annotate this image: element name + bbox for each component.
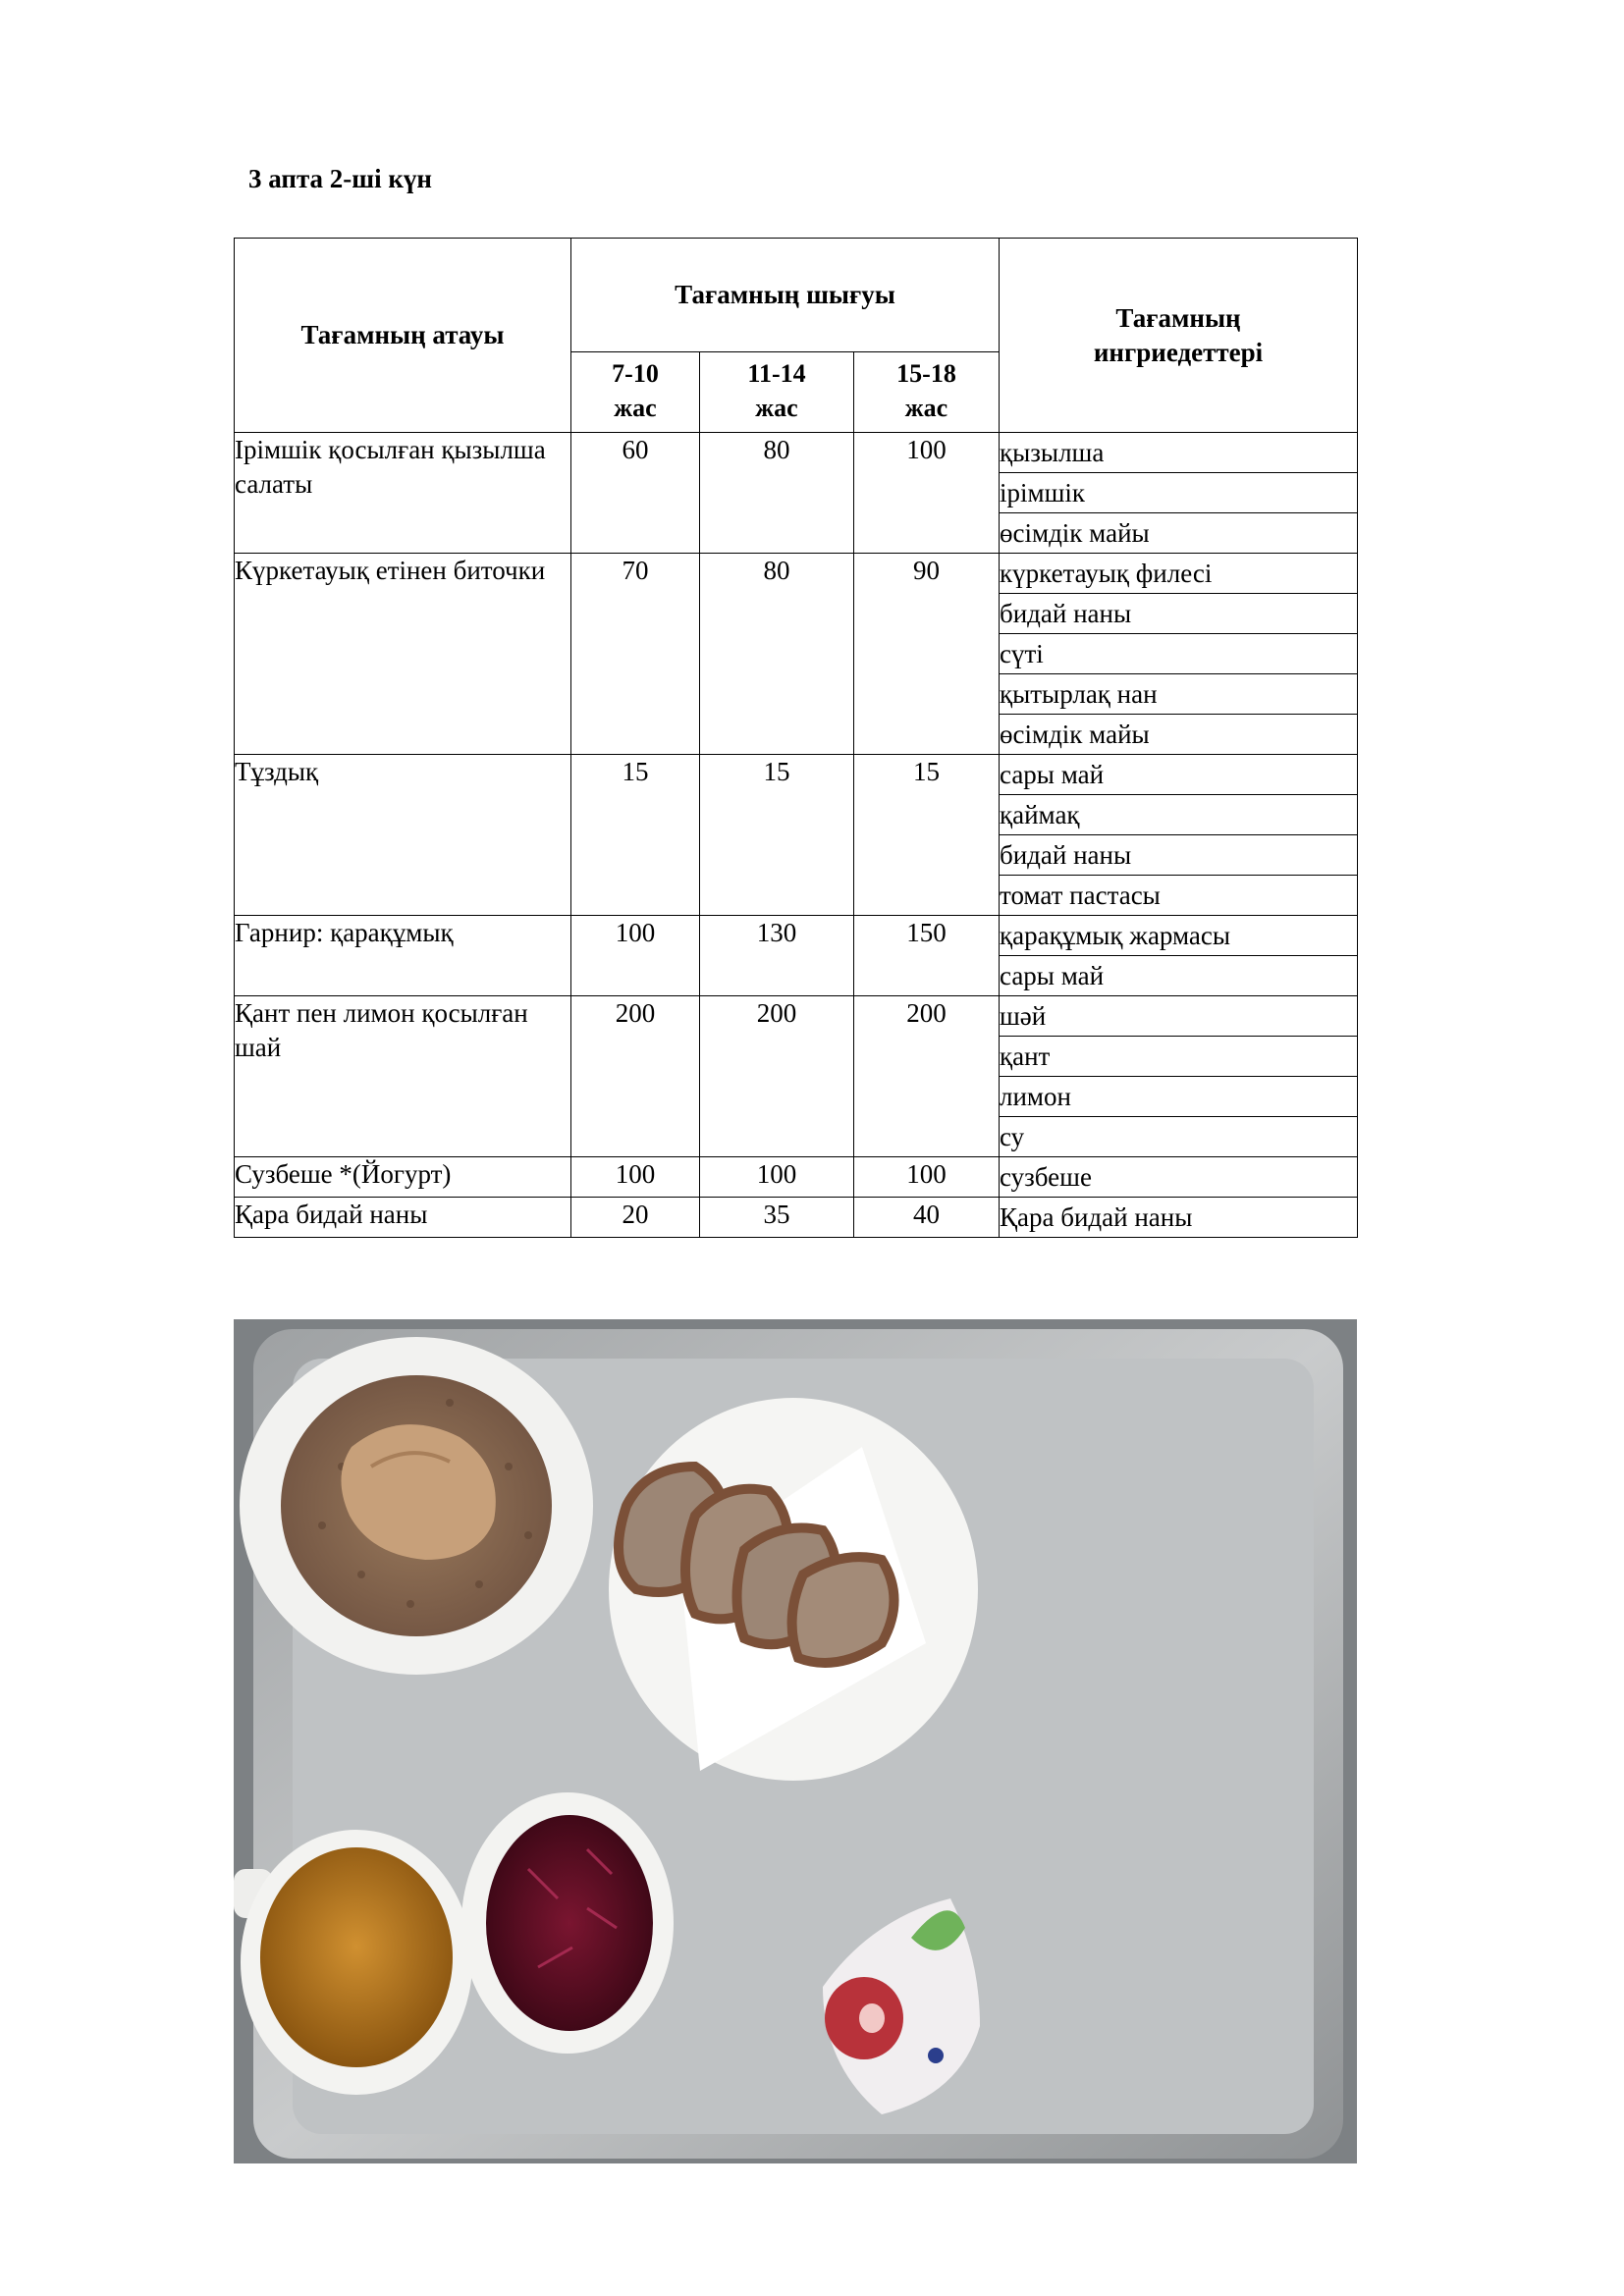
meal-photo	[234, 1319, 1357, 2163]
age-range: 11-14	[747, 359, 806, 388]
age-header	[571, 352, 700, 433]
menu-table	[234, 238, 1358, 1238]
ingredient: қарақұмық жармасы	[1000, 916, 1358, 956]
ingredient: томат пастасы	[1000, 876, 1358, 916]
bread-plate	[609, 1398, 978, 1781]
ingredient: сары май	[1000, 755, 1358, 795]
ingredient: сары май	[1000, 956, 1358, 996]
dish-yield: 20	[571, 1198, 700, 1238]
table-row	[235, 916, 1358, 956]
ingredient: ірімшік	[1000, 473, 1358, 513]
dish-yield: 100	[854, 433, 1000, 554]
age-unit: жас	[904, 394, 948, 422]
ingredient: сүті	[1000, 634, 1358, 674]
dish-yield: 80	[700, 433, 854, 554]
ingredient: өсімдік майы	[1000, 715, 1358, 755]
dish-yield: 100	[854, 1157, 1000, 1198]
dish-yield: 100	[571, 1157, 700, 1198]
ingredient: су	[1000, 1117, 1358, 1157]
dish-yield: 35	[700, 1198, 854, 1238]
dish-yield: 100	[571, 916, 700, 996]
dish-name: Күркетауық етінен биточки	[235, 554, 571, 755]
ingredient: шәй	[1000, 996, 1358, 1037]
dish-name: Қант пен лимон қосылған шай	[235, 996, 571, 1157]
ingredient: өсімдік майы	[1000, 513, 1358, 554]
menu-table-body	[235, 239, 1358, 1238]
dish-yield: 200	[700, 996, 854, 1157]
dish-name: Қара бидай наны	[235, 1198, 571, 1238]
age-header	[854, 352, 1000, 433]
dish-yield: 200	[571, 996, 700, 1157]
dish-yield: 200	[854, 996, 1000, 1157]
table-row	[235, 554, 1358, 594]
age-range: 7-10	[612, 359, 659, 388]
dish-yield: 130	[700, 916, 854, 996]
table-row	[235, 755, 1358, 795]
table-row	[235, 433, 1358, 473]
table-row	[235, 1198, 1358, 1238]
table-row	[235, 996, 1358, 1037]
ingredient: қызылша	[1000, 433, 1358, 473]
header-row	[235, 239, 1358, 352]
dish-yield: 80	[700, 554, 854, 755]
dish-yield: 40	[854, 1198, 1000, 1238]
dish-name: Сузбеше *(Йогурт)	[235, 1157, 571, 1198]
ingredient: бидай наны	[1000, 835, 1358, 876]
ingredient: қант	[1000, 1037, 1358, 1077]
age-unit: жас	[614, 394, 657, 422]
ingredient: лимон	[1000, 1077, 1358, 1117]
dish-yield: 15	[700, 755, 854, 916]
dish-name: Тұздық	[235, 755, 571, 916]
table-row	[235, 1157, 1358, 1198]
beet-salad-bowl	[461, 1792, 674, 2054]
col-yield-header: Тағамның шығуы	[571, 239, 1000, 352]
tea	[260, 1847, 453, 2067]
ingredient: күркетауық филесі	[1000, 554, 1358, 594]
dish-yield: 15	[854, 755, 1000, 916]
age-unit: жас	[755, 394, 798, 422]
age-header	[700, 352, 854, 433]
ingredient: қаймақ	[1000, 795, 1358, 835]
dish-yield: 90	[854, 554, 1000, 755]
ingredient: Қара бидай наны	[1000, 1198, 1358, 1238]
ingredient: сузбеше	[1000, 1157, 1358, 1198]
ingredient: бидай наны	[1000, 594, 1358, 634]
dish-yield: 150	[854, 916, 1000, 996]
dish-yield: 60	[571, 433, 700, 554]
col-ingredients-header: Тағамның ингриедеттері	[1000, 239, 1358, 433]
dish-yield: 15	[571, 755, 700, 916]
age-range: 15-18	[896, 359, 956, 388]
buckwheat-bowl	[240, 1337, 593, 1675]
page-heading: 3 апта 2-ші күн	[248, 164, 432, 193]
dish-yield: 70	[571, 554, 700, 755]
dish-name: Гарнир: қарақұмық	[235, 916, 571, 996]
beet-salad	[486, 1815, 653, 2031]
ingredient: қытырлақ нан	[1000, 674, 1358, 715]
dish-name: Ірімшік қосылған қызылша салаты	[235, 433, 571, 554]
dish-yield: 100	[700, 1157, 854, 1198]
col-name-header: Тағамның атауы	[235, 239, 571, 433]
